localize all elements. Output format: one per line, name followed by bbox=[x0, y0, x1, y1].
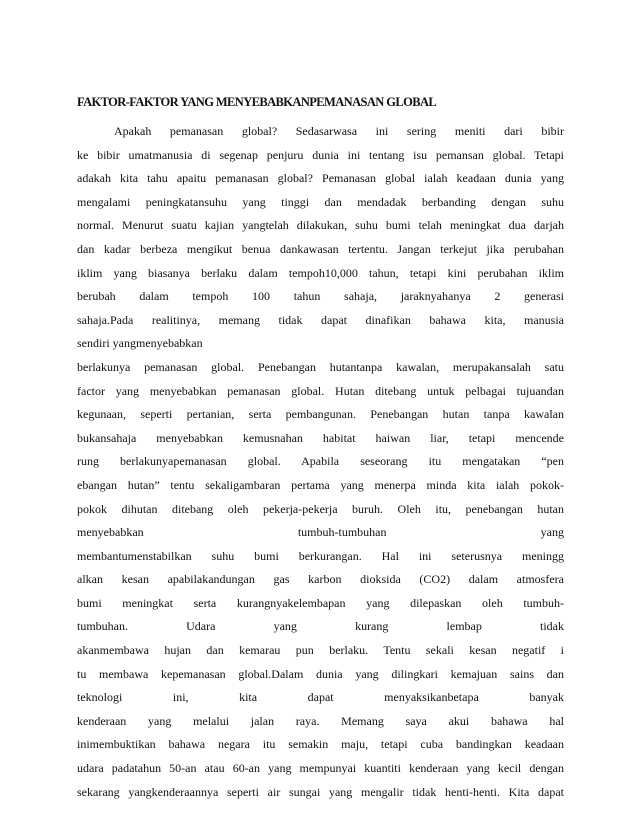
text-line: kegunaan, seperti pertanian, serta pembangunan. Penebangan hutan tanpa kawalan bbox=[77, 407, 564, 422]
body-text bbox=[77, 120, 564, 804]
text-line: dan kadar berbeza mengikut benua dankawasan tertentu. Jangan terkejut jika perubahan bbox=[77, 241, 564, 256]
text-line: sendiri yangmenyebabkan bbox=[77, 336, 203, 351]
text-line: pokok dihutan ditebang oleh pekerja-pekerja buruh. Oleh itu, penebangan hutan bbox=[77, 501, 564, 516]
text-line: ke bibir umatmanusia di segenap penjuru dunia ini tentang isu pemansan global. Tetapi bbox=[77, 147, 564, 162]
text-line: udara padatahun 50-an atau 60-an yang mempunyai kuantiti kenderaan yang kecil dengan bbox=[77, 761, 564, 776]
text-line: alkan kesan apabilakandungan gas karbon dioksida (CO2) dalam atmosfera bbox=[77, 572, 564, 587]
text-line: berubah dalam tempoh 100 tahun sahaja, jaraknyahanya 2 generasi bbox=[77, 289, 564, 304]
text-line: Apakah pemanasan global? Sedasarwasa ini sering meniti dari bibir bbox=[114, 124, 564, 138]
document-title: FAKTOR-FAKTOR YANG MENYEBABKANPEMANASAN GLOBAL bbox=[77, 95, 437, 109]
text-line: teknologi ini, kita dapat menyaksikanbetapa banyak bbox=[77, 690, 564, 705]
text-line: factor yang menyebabkan pemanasan global. Hutan ditebang untuk pelbagai tujuandan bbox=[77, 383, 564, 398]
text-line: bukansahaja menyebabkan kemusnahan habitat haiwan liar, tetapi mencende bbox=[77, 430, 564, 445]
text-line: akanmembawa hujan dan kemarau pun berlaku. Tentu sekali kesan negatif i bbox=[77, 643, 564, 658]
text-line: sahaja.Pada realitinya, memang tidak dapat dinafikan bahawa kita, manusia bbox=[77, 312, 564, 327]
text-line: tu membawa kepemanasan global.Dalam dunia yang dilingkari kemajuan sains dan bbox=[77, 666, 564, 681]
text-line: membantumenstabilkan suhu bumi berkurangan. Hal ini seterusnya meningg bbox=[77, 548, 564, 563]
text-line: ebangan hutan” tentu sekaligambaran pertama yang menerpa minda kita ialah pokok- bbox=[77, 477, 564, 492]
text-line: bumi meningkat serta kurangnyakelembapan yang dilepaskan oleh tumbuh- bbox=[77, 595, 564, 610]
text-line: adakah kita tahu apaitu pemanasan global? Pemanasan global ialah keadaan dunia yang bbox=[77, 171, 564, 186]
text-line: inimembuktikan bahawa negara itu semakin maju, tetapi cuba bandingkan keadaan bbox=[77, 737, 564, 752]
text-line: berlakunya pemanasan global. Penebangan hutantanpa kawalan, merupakansalah satu bbox=[77, 359, 564, 374]
text-line: iklim yang biasanya berlaku dalam tempoh10,000 tahun, tetapi kini perubahan iklim bbox=[77, 265, 564, 280]
text-line: kenderaan yang melalui jalan raya. Memang saya akui bahawa hal bbox=[77, 713, 564, 728]
text-line: mengalami peningkatansuhu yang tinggi dan mendadak berbanding dengan suhu bbox=[77, 194, 564, 209]
text-line: rung berlakunyapemanasan global. Apabila seseorang itu mengatakan “pen bbox=[77, 454, 564, 469]
text-line: sekarang yangkenderaannya seperti air sungai yang mengalir tidak henti-henti. Kita dapat bbox=[77, 784, 564, 799]
text-line: menyebabkan tumbuh-tumbuhan yang bbox=[77, 525, 564, 540]
text-line: tumbuhan. Udara yang kurang lembap tidak bbox=[77, 619, 564, 634]
text-line: normal. Menurut suatu kajian yangtelah dilakukan, suhu bumi telah meningkat dua darjah bbox=[77, 218, 564, 233]
